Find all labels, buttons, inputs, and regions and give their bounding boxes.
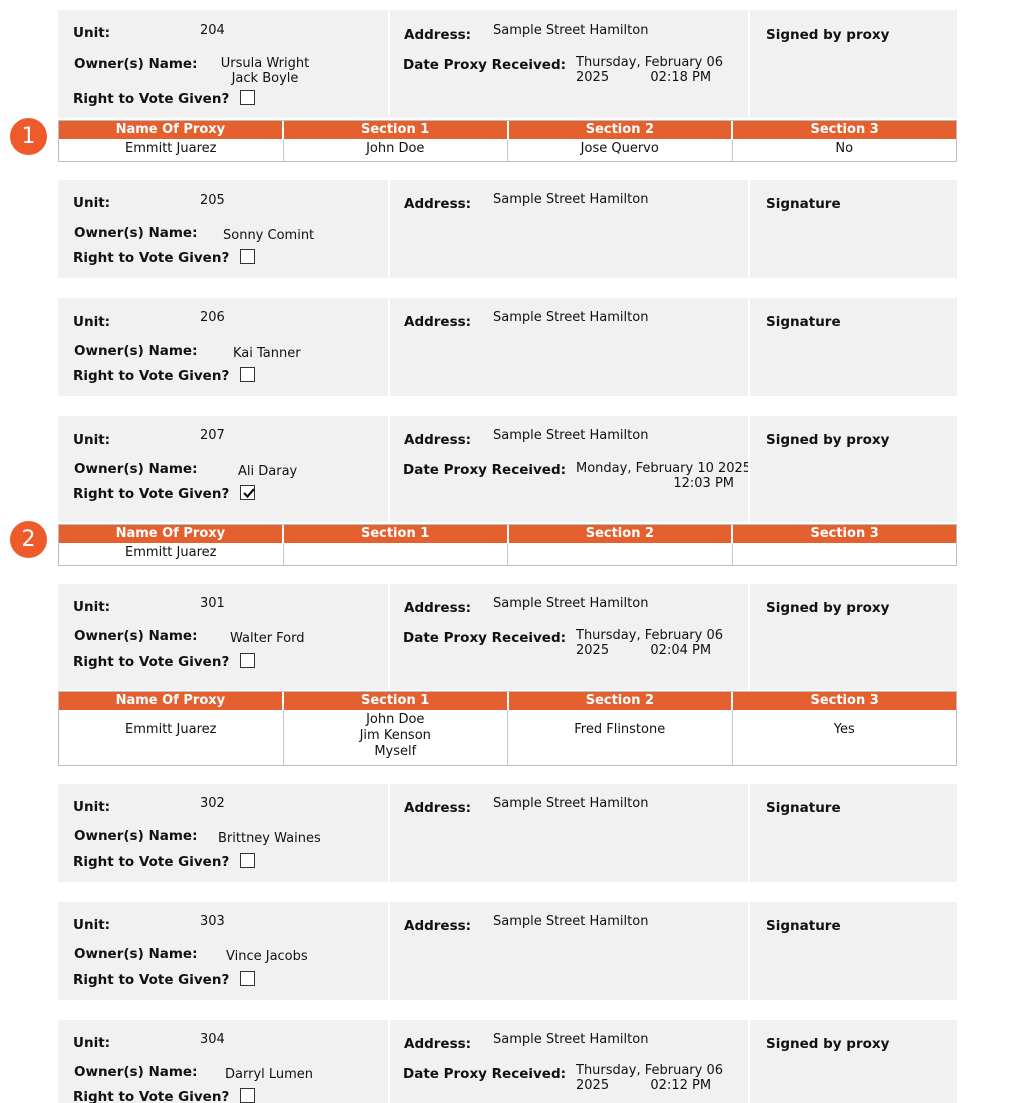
unit-card <box>58 584 957 690</box>
proxy-table <box>58 524 957 566</box>
right-to-vote-checkbox[interactable] <box>240 971 255 986</box>
checkmark-icon <box>241 486 256 501</box>
status-label: Signature <box>766 918 841 934</box>
owners-label: Owner(s) Name: <box>74 828 198 844</box>
owner-name: Darryl Lumen <box>225 1067 314 1082</box>
unit-card <box>58 1020 957 1103</box>
right-to-vote-checkbox[interactable] <box>240 249 255 264</box>
owners-label: Owner(s) Name: <box>74 1064 198 1080</box>
unit-label: Unit: <box>73 599 111 615</box>
header-section-2: Section 2 <box>509 525 734 543</box>
status-label: Signed by proxy <box>766 432 890 448</box>
unit-number: 204 <box>200 23 225 38</box>
right-to-vote-checkbox[interactable] <box>240 853 255 868</box>
section-3-cell <box>733 543 957 565</box>
right-to-vote-label: Right to Vote Given? <box>73 972 230 988</box>
unit-card <box>58 10 957 118</box>
address-label: Address: <box>404 800 472 816</box>
address-value: Sample Street Hamilton <box>493 192 649 207</box>
proxy-table <box>58 691 957 766</box>
proxy-table-row <box>59 710 956 765</box>
section-2-cell: Fred Flinstone <box>508 710 733 765</box>
address-value: Sample Street Hamilton <box>493 796 649 811</box>
unit-label: Unit: <box>73 1035 111 1051</box>
unit-label: Unit: <box>73 195 111 211</box>
section-2-cell: Jose Quervo <box>508 139 733 161</box>
status-label: Signature <box>766 196 841 212</box>
header-name-of-proxy: Name Of Proxy <box>59 692 284 710</box>
unit-label: Unit: <box>73 314 111 330</box>
right-to-vote-label: Right to Vote Given? <box>73 368 230 384</box>
proxy-name-cell: Emmitt Juarez <box>59 139 284 161</box>
owners-label: Owner(s) Name: <box>74 225 198 241</box>
unit-number: 304 <box>200 1032 225 1047</box>
address-value: Sample Street Hamilton <box>493 310 649 325</box>
address-value: Sample Street Hamilton <box>493 428 649 443</box>
right-to-vote-checkbox[interactable] <box>240 653 255 668</box>
unit-number: 207 <box>200 428 225 443</box>
owner-name: Ursula Wright <box>220 56 310 71</box>
owner-names <box>215 56 315 86</box>
status-label: Signed by proxy <box>766 1036 890 1052</box>
owner-name: Brittney Waines <box>218 831 321 846</box>
right-to-vote-checkbox[interactable] <box>240 1088 255 1103</box>
unit-label: Unit: <box>73 25 111 41</box>
header-name-of-proxy: Name Of Proxy <box>59 525 284 543</box>
address-label: Address: <box>404 27 472 43</box>
date-received-value: Thursday, February 06 2025 02:04 PM <box>576 628 723 658</box>
address-value: Sample Street Hamilton <box>493 23 649 38</box>
proxy-name-cell: Emmitt Juarez <box>59 710 284 765</box>
address-value: Sample Street Hamilton <box>493 914 649 929</box>
proxy-table-header <box>59 692 956 710</box>
header-section-1: Section 1 <box>284 692 509 710</box>
header-name-of-proxy: Name Of Proxy <box>59 121 284 139</box>
unit-number: 206 <box>200 310 225 325</box>
section-3-cell: No <box>835 141 854 156</box>
unit-number: 301 <box>200 596 225 611</box>
proxy-table <box>58 120 957 162</box>
unit-number: 205 <box>200 193 225 208</box>
header-section-2: Section 2 <box>509 121 734 139</box>
address-label: Address: <box>404 314 472 330</box>
header-section-1: Section 1 <box>284 525 509 543</box>
right-to-vote-label: Right to Vote Given? <box>73 654 230 670</box>
unit-card <box>58 180 957 278</box>
owners-label: Owner(s) Name: <box>74 343 198 359</box>
right-to-vote-checkbox[interactable] <box>240 367 255 382</box>
owner-name: Kai Tanner <box>233 346 301 361</box>
right-to-vote-checkbox[interactable] <box>240 90 255 105</box>
owner-name: Ali Daray <box>238 464 298 479</box>
unit-label: Unit: <box>73 799 111 815</box>
header-section-3: Section 3 <box>810 122 879 137</box>
date-received-value: Thursday, February 06 2025 02:18 PM <box>576 55 723 85</box>
proxy-table-row <box>59 139 956 161</box>
status-label: Signed by proxy <box>766 600 890 616</box>
address-label: Address: <box>404 196 472 212</box>
proxy-table-row <box>59 543 956 565</box>
unit-card <box>58 784 957 882</box>
date-received-label: Date Proxy Received: <box>403 462 567 478</box>
right-to-vote-label: Right to Vote Given? <box>73 486 230 502</box>
address-label: Address: <box>404 918 472 934</box>
section-1-cell: John Doe Jim Kenson Myself <box>284 710 509 765</box>
owners-label: Owner(s) Name: <box>74 461 198 477</box>
section-2-cell <box>508 543 733 565</box>
date-received-value: Thursday, February 06 2025 02:12 PM <box>576 1063 723 1093</box>
address-label: Address: <box>404 1036 472 1052</box>
date-received-label: Date Proxy Received: <box>403 630 567 646</box>
right-to-vote-label: Right to Vote Given? <box>73 91 230 107</box>
owners-label: Owner(s) Name: <box>74 56 198 72</box>
header-section-3: Section 3 <box>810 526 879 541</box>
section-1-cell <box>284 543 509 565</box>
unit-label: Unit: <box>73 432 111 448</box>
right-to-vote-checkbox-checked[interactable] <box>240 485 255 500</box>
unit-number: 302 <box>200 796 225 811</box>
section-3-cell: Yes <box>833 722 855 737</box>
status-label: Signature <box>766 314 841 330</box>
proxy-table-header <box>59 525 956 543</box>
proxy-table-header <box>59 121 956 139</box>
owner-name: Walter Ford <box>230 631 305 646</box>
section-1-cell: John Doe <box>284 139 509 161</box>
marker-badge: 2 <box>10 521 47 558</box>
right-to-vote-label: Right to Vote Given? <box>73 854 230 870</box>
proxy-name-cell: Emmitt Juarez <box>59 543 284 565</box>
date-received-label: Date Proxy Received: <box>403 1066 567 1082</box>
marker-badge: 1 <box>10 118 47 155</box>
address-label: Address: <box>404 432 472 448</box>
unit-label: Unit: <box>73 917 111 933</box>
status-label: Signature <box>766 800 841 816</box>
unit-card <box>58 902 957 1000</box>
right-to-vote-label: Right to Vote Given? <box>73 1089 230 1103</box>
right-to-vote-label: Right to Vote Given? <box>73 250 230 266</box>
unit-card <box>58 298 957 396</box>
owners-label: Owner(s) Name: <box>74 946 198 962</box>
address-label: Address: <box>404 600 472 616</box>
owner-name: Vince Jacobs <box>226 949 308 964</box>
owner-name: Jack Boyle <box>231 71 299 86</box>
owner-name: Sonny Comint <box>223 228 315 243</box>
status-label: Signed by proxy <box>766 27 890 43</box>
owners-label: Owner(s) Name: <box>74 628 198 644</box>
unit-card <box>58 416 957 522</box>
date-received-value: Monday, February 10 2025 12:03 PM <box>576 461 752 491</box>
date-received-label: Date Proxy Received: <box>403 57 567 73</box>
address-value: Sample Street Hamilton <box>493 1032 649 1047</box>
address-value: Sample Street Hamilton <box>493 596 649 611</box>
header-section-3: Section 3 <box>810 693 879 708</box>
unit-number: 303 <box>200 914 225 929</box>
header-section-2: Section 2 <box>509 692 734 710</box>
header-section-1: Section 1 <box>284 121 509 139</box>
